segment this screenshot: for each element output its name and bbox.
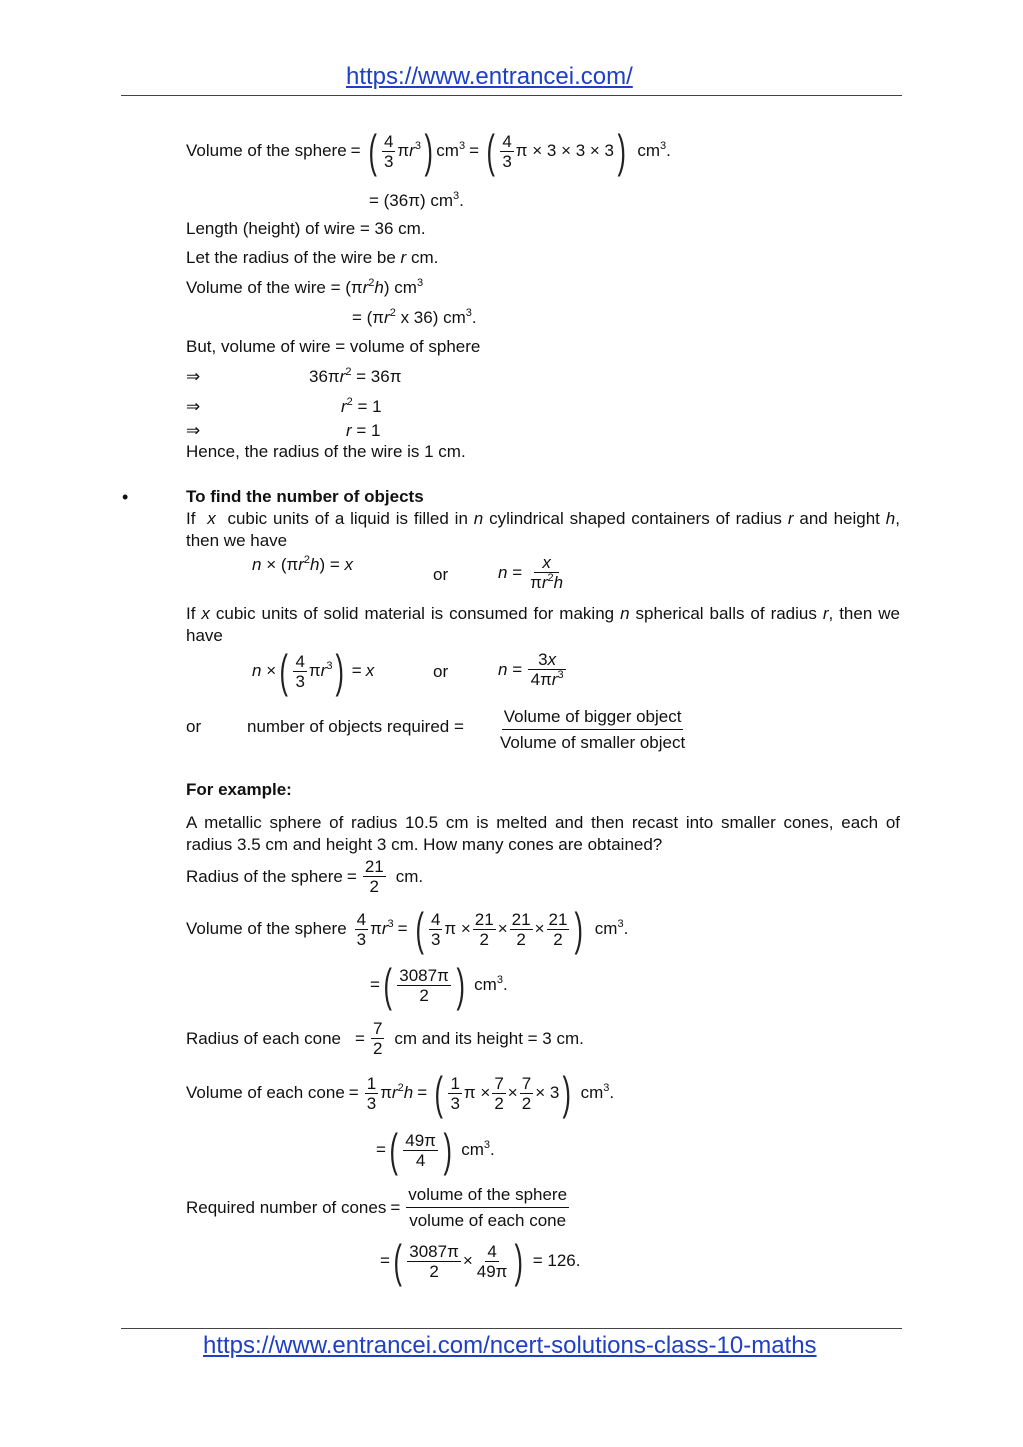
objects-fraction: $\frac{\text{Volume of bigger object}}{\text{Volume of smaller object}}$: [496, 704, 689, 755]
or-label: or: [186, 717, 202, 736]
section-para-2: If x cubic units of solid material is consumed for making n spherical balls of radius r, then we have: [186, 604, 900, 645]
vol-sphere-label: Volume of the sphere: [186, 141, 347, 160]
sphere-balls-n-equation: n = $\frac{3x}{4\pi r^3}$: [498, 650, 568, 689]
bullet-icon: •: [122, 487, 129, 507]
implies-icon: ⇒: [186, 421, 201, 440]
length-wire: Length (height) of wire = 36 cm.: [186, 219, 426, 238]
radius-cone-equation: Radius of each cone = $\frac{7}{2}$ cm and its height = 3 cm.: [186, 1019, 584, 1058]
or-2: or: [433, 662, 449, 681]
sphere-balls-equation: n × ( $\frac{4}{3}$ $\pi r^3$ ) = x: [252, 645, 375, 697]
sphere-volume-equation: Volume of the sphere = ( $\frac{4}{3}$ $\pi r^3$ ) $cm^3$ = ( $\frac{4}{3}$ π × 3 × 3 × 3 ) $cm^3$.: [186, 125, 671, 177]
cone-volume-equation: Volume of each cone = $\frac{1}{3}$ $\pi r^2h$ = ( $\frac{1}{3}$ π × $\frac{7}{2}$ × $\frac{7}{2}$ × 3 ) $cm^3$.: [186, 1067, 615, 1119]
header-link[interactable]: https://www.entrancei.com/: [346, 63, 633, 90]
footer-link[interactable]: https://www.entrancei.com/ncert-solutions-class-10-maths: [203, 1332, 817, 1359]
or-1: or: [433, 565, 449, 584]
step2: $r^2 = 1$: [341, 396, 382, 416]
example-sphere-volume: Volume of the sphere $\frac{4}{3}$ $\pi r^3$ = ( $\frac{4}{3}$ π × $\frac{21}{2}$ × $\frac{21}{2}$ × $\frac{21}{2}$ ) $cm^3$.: [186, 903, 629, 955]
cylinder-n-equation: n = $\frac{x}{\pi r^2h}$: [498, 553, 564, 592]
header-rule: [121, 95, 902, 96]
hence-line: Hence, the radius of the wire is 1 cm.: [186, 442, 466, 461]
cylinder-equation: $n \times (\pi r^2h) = x$: [252, 554, 354, 574]
section-title: To find the number of objects: [186, 487, 424, 506]
num-objects-label: number of objects required =: [247, 717, 464, 736]
radius-sphere-equation: Radius of the sphere = $\frac{21}{2}$ cm.: [186, 857, 424, 896]
sphere-volume-result: = ( $\frac{3087\pi}{2}$ ) $cm^3$.: [370, 959, 508, 1011]
example-problem: A metallic sphere of radius 10.5 cm is melted and then recast into smaller cones, each of radius 3.5 cm and height 3 cm. How many cones are obtained?: [186, 813, 900, 854]
let-radius: Let the radius of the wire be r cm.: [186, 248, 439, 267]
required-cones-result: = ( $\frac{3087\pi}{2}$ × $\frac{4}{49\pi}$ ) = 126.: [380, 1235, 581, 1287]
unit-cm: cm: [436, 141, 459, 160]
but-line: But, volume of wire = volume of sphere: [186, 337, 481, 356]
eq-36pi: = (36π) $cm^3$.: [369, 190, 464, 210]
cone-volume-result: = ( $\frac{49\pi}{4}$ ) $cm^3$.: [376, 1124, 495, 1176]
required-cones-equation: Required number of cones = $\frac{\text{volume of the sphere}}{\text{volume of each cone}}$: [186, 1182, 571, 1233]
example-heading: For example:: [186, 780, 292, 799]
implies-icon: ⇒: [186, 367, 201, 386]
vol-wire-2: = ($\pi r^2$ x 36) $cm^3$.: [352, 307, 477, 327]
implies-icon: ⇒: [186, 397, 201, 416]
section-para-1: If x cubic units of a liquid is filled in n cylindrical shaped containers of radius r and height h, then we have: [186, 509, 900, 550]
footer-rule: [121, 1328, 902, 1329]
step3: r = 1: [346, 421, 381, 440]
step1: $36\pi r^2 = 36\pi$: [309, 366, 402, 386]
vol-wire: Volume of the wire = $(\pi r^2h)$ $cm^3$: [186, 277, 424, 297]
